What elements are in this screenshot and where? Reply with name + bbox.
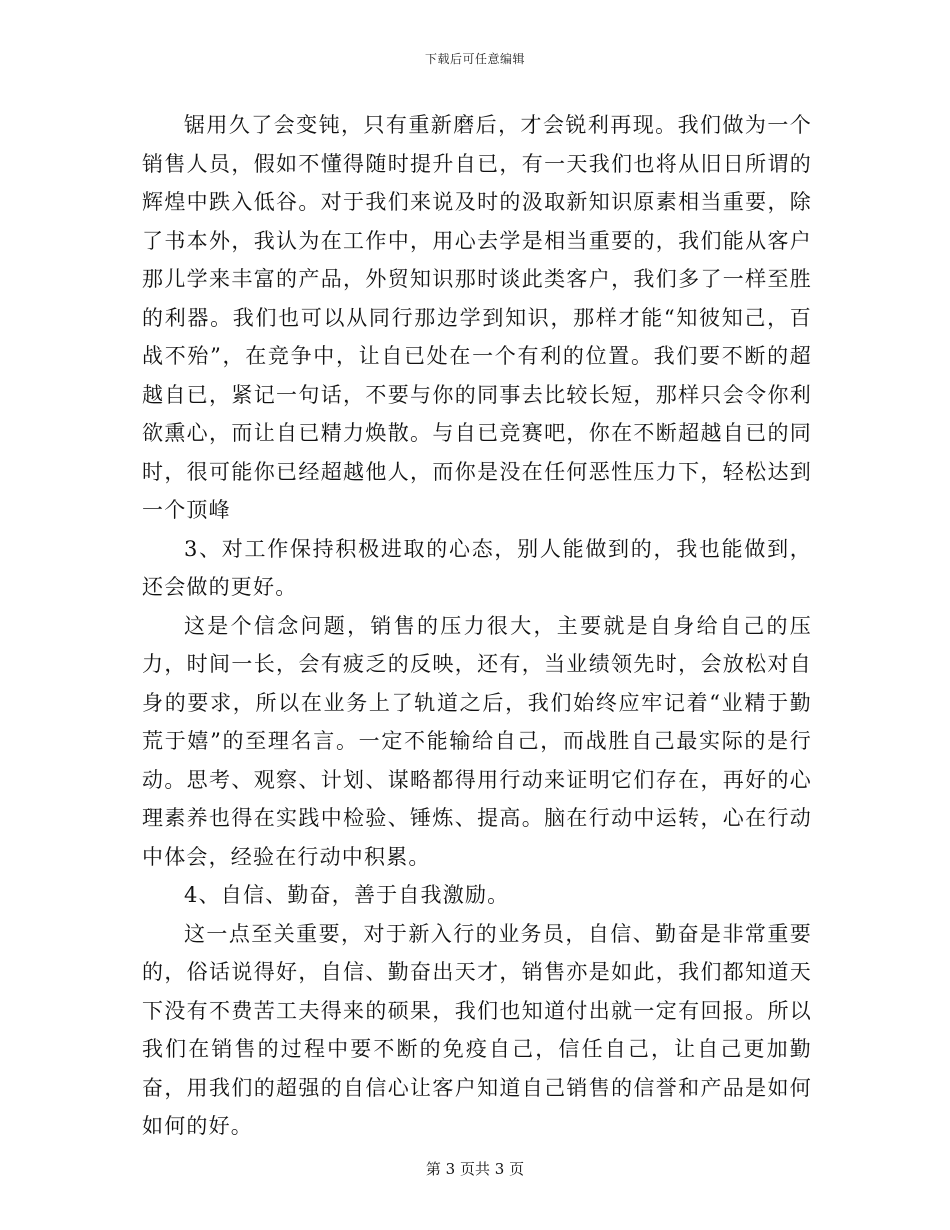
paragraph-5: 这一点至关重要，对于新入行的业务员，自信、勤奋是非常重要的，俗话说得好，自信、勤奋出天才，销售亦是如此，我们都知道天下没有不费苦工夫得来的硕果，我们也知道付出就一定有回报。所以我们在销售的过程中要不断的免疫自己，信任自己，让自己更加勤奋，用我们的超强的自信心让客户知道自己销售的信誉和产品是如何如何的好。 [142, 921, 812, 1138]
paragraph-3: 这是个信念问题，销售的压力很大，主要就是自身给自己的压力，时间一长，会有疲乏的反映，还有，当业绩领先时，会放松对自身的要求，所以在业务上了轨道之后，我们始终应牢记着“业精于勤荒于嬉”的至理名言。一定不能输给自己，而战胜自己最实际的是行动。思考、观察、计划、谋略都得用行动来证明它们存在，再好的心理素养也得在实践中检验、锤炼、提高。脑在行动中运转，心在行动中体会，经验在行动中积累。 [142, 613, 812, 869]
paragraph-2-heading: 3、对工作保持积极进取的心态，别人能做到的，我也能做到，还会做的更好。 [142, 536, 812, 599]
document-body [142, 106, 812, 1146]
paragraph-1: 锯用久了会变钝，只有重新磨后，才会锐利再现。我们做为一个销售人员，假如不懂得随时提升自已，有一天我们也将从旧日所谓的辉煌中跌入低谷。对于我们来说及时的汲取新知识原素相当重要，除了书本外，我认为在工作中，用心去学是相当重要的，我们能从客户那儿学来丰富的产品，外贸知识那时谈此类客户，我们多了一样至胜的利器。我们也可以从同行那边学到知识，那样才能“知彼知己，百战不殆”，在竞争中，让自已处在一个有利的位置。我们要不断的超越自已，紧记一句话，不要与你的同事去比较长短，那样只会令你利欲熏心，而让自已精力焕散。与自已竞赛吧，你在不断超越自已的同时，很可能你已经超越他人，而你是没在任何恶性压力下，轻松达到一个顶峰 [142, 113, 812, 522]
paragraph-4-heading: 4、自信、勤奋，善于自我激励。 [184, 883, 510, 907]
page-header: 下载后可任意编辑 [424, 52, 525, 66]
page-footer: 第 3 页共 3 页 [425, 1160, 525, 1178]
